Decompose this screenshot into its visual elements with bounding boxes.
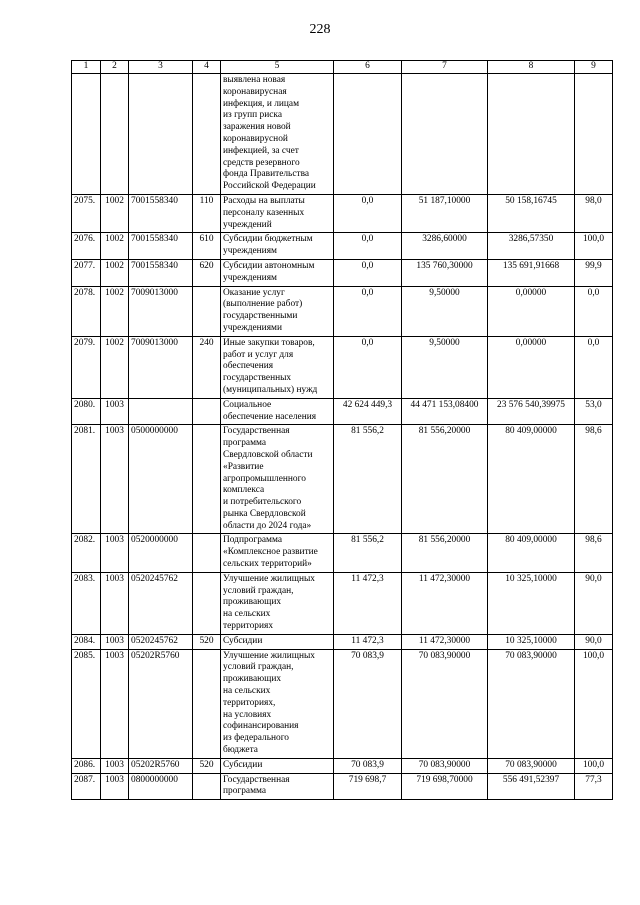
- executed-amount-cell: 23 576 540,39975: [488, 398, 575, 425]
- expense-type-cell: [193, 773, 221, 800]
- executed-amount-cell: 80 409,00000: [488, 534, 575, 572]
- row-number-cell: 2079.: [72, 336, 101, 398]
- page-number: 228: [309, 22, 331, 37]
- table-row: [72, 534, 613, 572]
- column-header: 5: [221, 61, 334, 74]
- section-code-cell: 1003: [101, 534, 129, 572]
- section-code-cell: 1002: [101, 194, 129, 232]
- executed-amount-cell: 3286,57350: [488, 233, 575, 260]
- row-number-cell: 2078.: [72, 286, 101, 336]
- row-number-cell: 2075.: [72, 194, 101, 232]
- row-number-cell: 2081.: [72, 425, 101, 534]
- execution-percent-cell: 0,0: [575, 286, 613, 336]
- column-header: 2: [101, 61, 129, 74]
- row-number-cell: 2087.: [72, 773, 101, 800]
- table-row: [72, 649, 613, 758]
- row-number-cell: 2086.: [72, 758, 101, 773]
- expense-type-cell: [193, 425, 221, 534]
- execution-percent-cell: 98,6: [575, 425, 613, 534]
- item-name-cell: Подпрограмма «Комплексное развитие сельских территорий»: [221, 534, 334, 572]
- executed-amount-cell: [488, 74, 575, 195]
- table-header-row: [72, 61, 613, 74]
- planned-amount-cell: 9,50000: [402, 336, 488, 398]
- target-article-cell: 7001558340: [129, 233, 193, 260]
- expense-type-cell: 620: [193, 259, 221, 286]
- table-row: [72, 194, 613, 232]
- item-name-cell: Субсидии бюджетным учреждениям: [221, 233, 334, 260]
- expense-type-cell: [193, 572, 221, 634]
- item-name-cell: Оказание услуг (выполнение работ) государственными учреждениями: [221, 286, 334, 336]
- table-row: [72, 259, 613, 286]
- item-name-cell: Расходы на выплаты персоналу казенных учреждений: [221, 194, 334, 232]
- executed-amount-cell: 0,00000: [488, 286, 575, 336]
- column-header: 6: [334, 61, 402, 74]
- target-article-cell: 0520245762: [129, 634, 193, 649]
- expense-type-cell: 240: [193, 336, 221, 398]
- section-code-cell: 1002: [101, 259, 129, 286]
- item-name-cell: Иные закупки товаров, работ и услуг для обеспечения государственных (муниципальных) нужд: [221, 336, 334, 398]
- approved-amount-cell: 81 556,2: [334, 534, 402, 572]
- target-article-cell: 05202R5760: [129, 758, 193, 773]
- column-header: 3: [129, 61, 193, 74]
- execution-percent-cell: 98,6: [575, 534, 613, 572]
- item-name-cell: Государственная программа Свердловской области «Развитие агропромышленного комплекса и потребительского рынка Свердловской области до 2024 года»: [221, 425, 334, 534]
- expense-type-cell: 520: [193, 758, 221, 773]
- section-code-cell: 1003: [101, 572, 129, 634]
- execution-percent-cell: [575, 74, 613, 195]
- target-article-cell: 0800000000: [129, 773, 193, 800]
- target-article-cell: 7001558340: [129, 194, 193, 232]
- planned-amount-cell: 719 698,70000: [402, 773, 488, 800]
- column-header: 8: [488, 61, 575, 74]
- section-code-cell: 1003: [101, 425, 129, 534]
- planned-amount-cell: 3286,60000: [402, 233, 488, 260]
- executed-amount-cell: 556 491,52397: [488, 773, 575, 800]
- row-number-cell: [72, 74, 101, 195]
- execution-percent-cell: 90,0: [575, 572, 613, 634]
- expense-type-cell: [193, 286, 221, 336]
- execution-percent-cell: 53,0: [575, 398, 613, 425]
- row-number-cell: 2076.: [72, 233, 101, 260]
- execution-percent-cell: 98,0: [575, 194, 613, 232]
- approved-amount-cell: 42 624 449,3: [334, 398, 402, 425]
- expense-type-cell: 520: [193, 634, 221, 649]
- target-article-cell: [129, 74, 193, 195]
- approved-amount-cell: 0,0: [334, 336, 402, 398]
- planned-amount-cell: 70 083,90000: [402, 649, 488, 758]
- section-code-cell: 1003: [101, 649, 129, 758]
- section-code-cell: 1003: [101, 398, 129, 425]
- table-row: [72, 773, 613, 800]
- section-code-cell: 1002: [101, 233, 129, 260]
- execution-percent-cell: 77,3: [575, 773, 613, 800]
- executed-amount-cell: 70 083,90000: [488, 758, 575, 773]
- target-article-cell: 0500000000: [129, 425, 193, 534]
- item-name-cell: Субсидии: [221, 634, 334, 649]
- table-row: [72, 398, 613, 425]
- approved-amount-cell: 70 083,9: [334, 758, 402, 773]
- planned-amount-cell: 135 760,30000: [402, 259, 488, 286]
- planned-amount-cell: 44 471 153,08400: [402, 398, 488, 425]
- table-row: [72, 286, 613, 336]
- budget-table: [71, 60, 613, 800]
- table-body: [72, 74, 613, 800]
- table-row: [72, 572, 613, 634]
- row-number-cell: 2084.: [72, 634, 101, 649]
- expense-type-cell: [193, 398, 221, 425]
- planned-amount-cell: 81 556,20000: [402, 534, 488, 572]
- planned-amount-cell: 81 556,20000: [402, 425, 488, 534]
- expense-type-cell: [193, 649, 221, 758]
- target-article-cell: 7001558340: [129, 259, 193, 286]
- approved-amount-cell: 81 556,2: [334, 425, 402, 534]
- execution-percent-cell: 100,0: [575, 233, 613, 260]
- section-code-cell: 1002: [101, 336, 129, 398]
- approved-amount-cell: 0,0: [334, 286, 402, 336]
- item-name-cell: выявлена новая коронавирусная инфекция, и лицам из групп риска заражения новой коронавирусной инфекцией, за счет средств резервного фонда Правительства Российской Федерации: [221, 74, 334, 195]
- planned-amount-cell: 11 472,30000: [402, 634, 488, 649]
- executed-amount-cell: 50 158,16745: [488, 194, 575, 232]
- expense-type-cell: [193, 534, 221, 572]
- target-article-cell: 7009013000: [129, 286, 193, 336]
- row-number-cell: 2080.: [72, 398, 101, 425]
- approved-amount-cell: 11 472,3: [334, 634, 402, 649]
- planned-amount-cell: 70 083,90000: [402, 758, 488, 773]
- approved-amount-cell: 0,0: [334, 259, 402, 286]
- column-header: 7: [402, 61, 488, 74]
- execution-percent-cell: 100,0: [575, 758, 613, 773]
- executed-amount-cell: 135 691,91668: [488, 259, 575, 286]
- planned-amount-cell: 51 187,10000: [402, 194, 488, 232]
- expense-type-cell: [193, 74, 221, 195]
- executed-amount-cell: 0,00000: [488, 336, 575, 398]
- item-name-cell: Субсидии автономным учреждениям: [221, 259, 334, 286]
- row-number-cell: 2085.: [72, 649, 101, 758]
- approved-amount-cell: [334, 74, 402, 195]
- section-code-cell: [101, 74, 129, 195]
- row-number-cell: 2077.: [72, 259, 101, 286]
- approved-amount-cell: 0,0: [334, 194, 402, 232]
- section-code-cell: 1003: [101, 773, 129, 800]
- table-row: [72, 233, 613, 260]
- column-header: 9: [575, 61, 613, 74]
- executed-amount-cell: 80 409,00000: [488, 425, 575, 534]
- table-row: [72, 758, 613, 773]
- table-row: [72, 74, 613, 195]
- target-article-cell: 0520000000: [129, 534, 193, 572]
- executed-amount-cell: 70 083,90000: [488, 649, 575, 758]
- expense-type-cell: 110: [193, 194, 221, 232]
- row-number-cell: 2082.: [72, 534, 101, 572]
- executed-amount-cell: 10 325,10000: [488, 634, 575, 649]
- execution-percent-cell: 0,0: [575, 336, 613, 398]
- row-number-cell: 2083.: [72, 572, 101, 634]
- column-header: 1: [72, 61, 101, 74]
- column-header: 4: [193, 61, 221, 74]
- table-row: [72, 425, 613, 534]
- target-article-cell: [129, 398, 193, 425]
- item-name-cell: Субсидии: [221, 758, 334, 773]
- planned-amount-cell: [402, 74, 488, 195]
- planned-amount-cell: 9,50000: [402, 286, 488, 336]
- executed-amount-cell: 10 325,10000: [488, 572, 575, 634]
- execution-percent-cell: 100,0: [575, 649, 613, 758]
- section-code-cell: 1003: [101, 634, 129, 649]
- execution-percent-cell: 99,9: [575, 259, 613, 286]
- table-row: [72, 634, 613, 649]
- item-name-cell: Государственная программа: [221, 773, 334, 800]
- execution-percent-cell: 90,0: [575, 634, 613, 649]
- target-article-cell: 05202R5760: [129, 649, 193, 758]
- approved-amount-cell: 0,0: [334, 233, 402, 260]
- approved-amount-cell: 11 472,3: [334, 572, 402, 634]
- item-name-cell: Улучшение жилищных условий граждан, проживающих на сельских территориях, на условиях софинансирования из федерального бюджета: [221, 649, 334, 758]
- section-code-cell: 1003: [101, 758, 129, 773]
- approved-amount-cell: 70 083,9: [334, 649, 402, 758]
- planned-amount-cell: 11 472,30000: [402, 572, 488, 634]
- target-article-cell: 7009013000: [129, 336, 193, 398]
- approved-amount-cell: 719 698,7: [334, 773, 402, 800]
- table-row: [72, 336, 613, 398]
- item-name-cell: Улучшение жилищных условий граждан, проживающих на сельских территориях: [221, 572, 334, 634]
- item-name-cell: Социальное обеспечение населения: [221, 398, 334, 425]
- section-code-cell: 1002: [101, 286, 129, 336]
- expense-type-cell: 610: [193, 233, 221, 260]
- target-article-cell: 0520245762: [129, 572, 193, 634]
